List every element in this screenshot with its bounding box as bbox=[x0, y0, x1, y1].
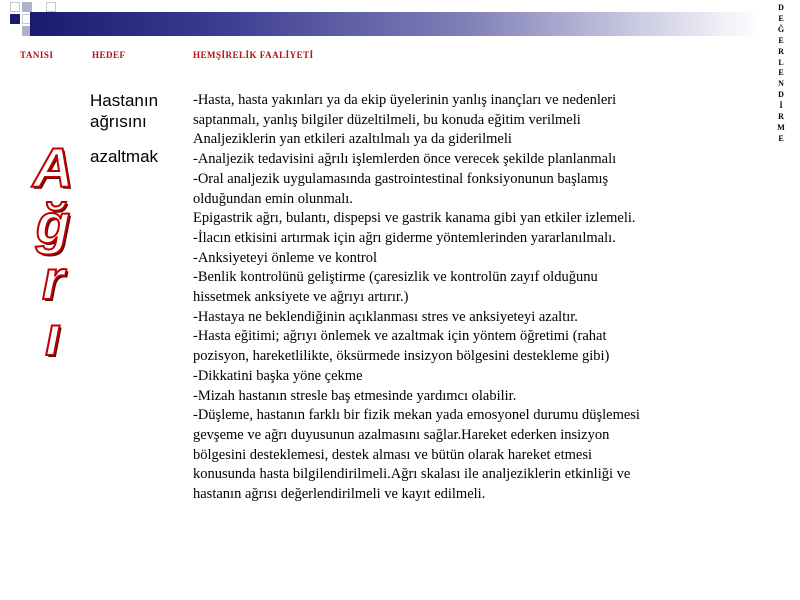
activity-line: -Benlik kontrolünü geliştirme (çaresizlik ve kontrolün zayıf olduğunu bbox=[193, 269, 598, 286]
activity-line: -Analjezik tedavisini ağrılı işlemlerden önce verecek şekilde planlanmalı bbox=[193, 151, 617, 168]
header-tanisi: TANISI bbox=[20, 50, 54, 60]
header-hedef: HEDEF bbox=[92, 50, 126, 60]
decor-square bbox=[10, 2, 20, 12]
activity-line: -Anksiyeteyi önleme ve kontrol bbox=[193, 249, 378, 266]
activity-line: -Dikkatini başka yöne çekme bbox=[193, 367, 363, 384]
activity-line: Epigastrik ağrı, bulantı, dispepsi ve gastrik kanama gibi yan etkiler izlemeli. bbox=[193, 210, 636, 227]
header-faaliyet: HEMŞİRELİK FAALİYETİ bbox=[193, 50, 314, 60]
activity-line: pozisyon, hareketlilikte, öksürmede insizyon bölgesini destekleme gibi) bbox=[193, 348, 610, 365]
activity-line: -Hasta, hasta yakınları ya da ekip üyelerinin yanlış inançları ve nedenleri bbox=[193, 92, 617, 108]
activity-line: -Mizah hastanın stresle baş etmesinde yardımcı olabilir. bbox=[193, 387, 517, 404]
activity-line: hastanın ağrısı değerlendirilmeli ve kayıt edilmeli. bbox=[193, 486, 486, 503]
decor-square bbox=[10, 14, 20, 24]
decor-square bbox=[22, 2, 32, 12]
activity-line: bölgesini desteklemesi, destek alması ve bütün olarak hareket etmesi bbox=[193, 446, 593, 463]
activities-text bbox=[193, 91, 753, 505]
decor-square bbox=[46, 2, 56, 12]
activity-line: Analjeziklerin yan etkileri azaltılmalı ya da giderilmeli bbox=[193, 131, 512, 148]
activity-line: hissetmek anksiyete ve ağrıyı artırır.) bbox=[193, 289, 409, 306]
activity-line: gevşeme ve ağrı duyusunun azalmasını sağlar.Hareket ederken insizyon bbox=[193, 426, 610, 443]
activity-line: saptanmalı, yanlış bilgiler düzeltilmeli, bu konuda eğitim verilmeli bbox=[193, 111, 581, 128]
activity-line: -Oral analjezik uygulamasında gastrointestinal fonksiyonunun başlamış bbox=[193, 170, 609, 187]
activity-line: -Düşleme, hastanın farklı bir fizik mekan yada emosyonel durumu düşlemesi bbox=[193, 407, 640, 424]
title-gradient-bar bbox=[30, 12, 760, 36]
activity-line: -İlacın etkisini artırmak için ağrı giderme yöntemlerinden yararlanılmalı. bbox=[193, 229, 616, 246]
diagnosis-word: A ğ r ı bbox=[32, 136, 74, 367]
activity-line: -Hasta eğitimi; ağrıyı önlemek ve azaltmak için yöntem öğretimi (rahat bbox=[193, 328, 607, 345]
goal-text: Hastanın ağrısını azaltmak bbox=[90, 91, 159, 166]
activity-line: -Hastaya ne beklendiğinin açıklanması stres ve anksiyeteyi azaltır. bbox=[193, 308, 578, 325]
activity-line: olduğundan emin olunmalı. bbox=[193, 190, 353, 207]
header-degerlendirme: D E Ğ E R L E N D İ R M E bbox=[777, 3, 785, 143]
activity-line: konusunda hasta bilgilendirilmeli.Ağrı skalası ile analjeziklerin etkinliği ve bbox=[193, 466, 631, 483]
